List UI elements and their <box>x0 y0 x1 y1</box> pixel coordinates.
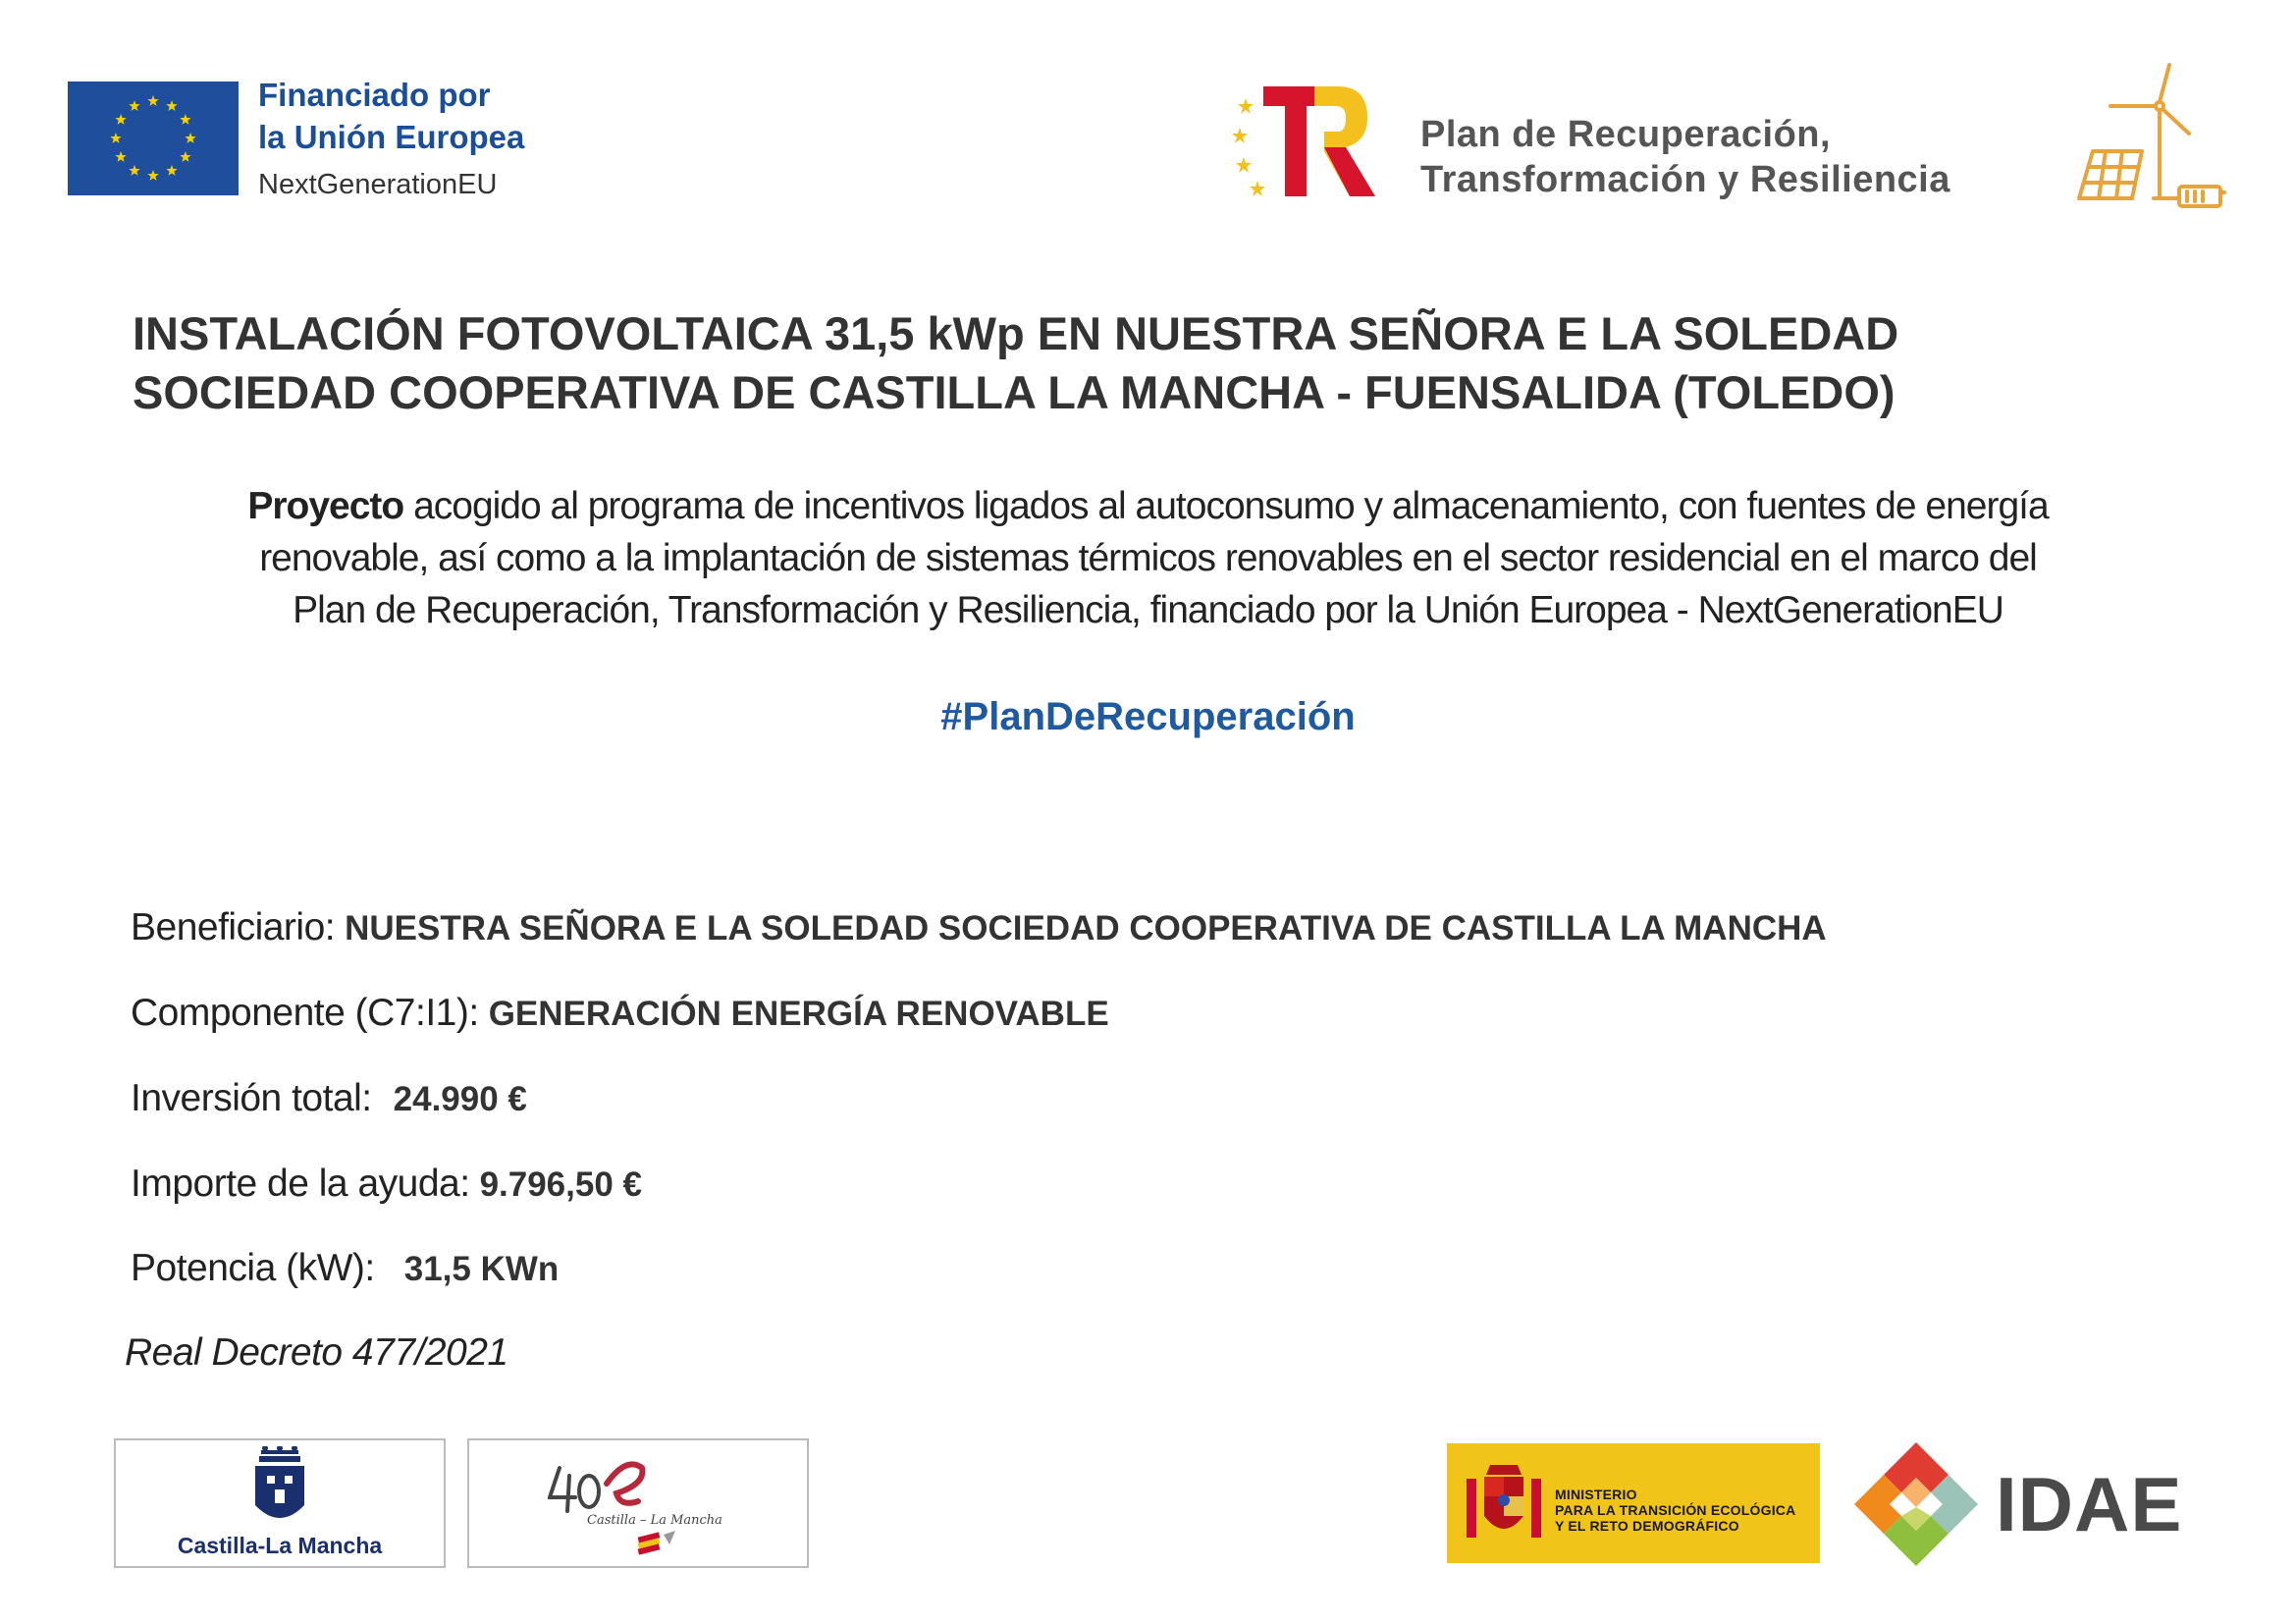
beneficiario-value: NUESTRA SEÑORA E LA SOLEDAD SOCIEDAD COOPERATIVA DE CASTILLA LA MANCHA <box>345 909 1827 947</box>
forty-anniversary-icon <box>548 1448 685 1556</box>
componente-value: GENERACIÓN ENERGÍA RENOVABLE <box>488 995 1109 1033</box>
potencia-row <box>131 1247 559 1290</box>
project-title-line2: SOCIEDAD COOPERATIVA DE CASTILLA LA MANCHA - FUENSALIDA (TOLEDO) <box>133 366 1896 418</box>
componente-row <box>131 992 1109 1035</box>
decree: Real Decreto 477/2021 <box>125 1331 508 1374</box>
inversion-label: Inversión total: <box>131 1077 372 1119</box>
eu-funding-line2: la Unión Europea <box>258 119 525 155</box>
idae-mark-icon <box>1852 1440 1980 1568</box>
ministerio-logo <box>1447 1443 1820 1563</box>
importe-label: Importe de la ayuda: <box>131 1163 470 1205</box>
beneficiario-row <box>131 906 1827 949</box>
inversion-value: 24.990 € <box>393 1080 527 1118</box>
importe-row <box>131 1163 642 1206</box>
clm-label: Castilla-La Mancha <box>177 1533 383 1558</box>
description-line2: renovable, así como a la implantación de sistemas térmicos renovables en el sector residencial en el marco del <box>259 537 2037 579</box>
spain-coat-of-arms-icon <box>1463 1459 1545 1549</box>
castle-crown-icon <box>241 1446 318 1531</box>
forty-anniversary-logo <box>467 1438 809 1568</box>
prtr-title-line1: Plan de Recuperación, <box>1420 114 1832 155</box>
idae-wordmark: IDAE <box>1996 1461 2183 1547</box>
potencia-label: Potencia (kW): <box>131 1247 375 1289</box>
potencia-value: 31,5 KWn <box>403 1250 560 1288</box>
prtr-logo-icon <box>1232 77 1379 199</box>
eu-flag-icon <box>68 81 239 195</box>
eu-stars-icon <box>68 81 239 195</box>
ministerio-line3: Y EL RETO DEMOGRÁFICO <box>1555 1518 1739 1534</box>
hashtag: #PlanDeRecuperación <box>940 695 1356 738</box>
description-line1 <box>0 485 2296 528</box>
castilla-la-mancha-logo <box>114 1438 446 1568</box>
ministerio-line1: MINISTERIO <box>1555 1487 1637 1502</box>
inversion-row <box>131 1077 527 1120</box>
ministerio-line2: PARA LA TRANSICIÓN ECOLÓGICA <box>1555 1502 1796 1518</box>
prtr-title-line2: Transformación y Resiliencia <box>1420 159 1950 200</box>
description-line3: Plan de Recuperación, Transformación y Resiliencia, financiado por la Unión Europea - NextGenerationEU <box>293 589 2003 631</box>
forty-subtitle: Castilla – La Mancha <box>587 1513 722 1528</box>
eu-funding-line3: NextGenerationEU <box>258 169 498 200</box>
solar-wind-battery-icon <box>2071 61 2228 213</box>
description-bold: Proyecto <box>247 485 404 527</box>
description-line1-text: acogido al programa de incentivos ligados al autoconsumo y almacenamiento, con fuentes de energía <box>403 485 2049 527</box>
beneficiario-label: Beneficiario: <box>131 906 336 948</box>
componente-label: Componente (C7:I1): <box>131 992 479 1034</box>
eu-funding-line1: Financiado por <box>258 77 491 113</box>
project-title-line1: INSTALACIÓN FOTOVOLTAICA 31,5 kWp EN NUESTRA SEÑORA E LA SOLEDAD <box>133 307 1899 359</box>
importe-value: 9.796,50 € <box>479 1165 642 1204</box>
